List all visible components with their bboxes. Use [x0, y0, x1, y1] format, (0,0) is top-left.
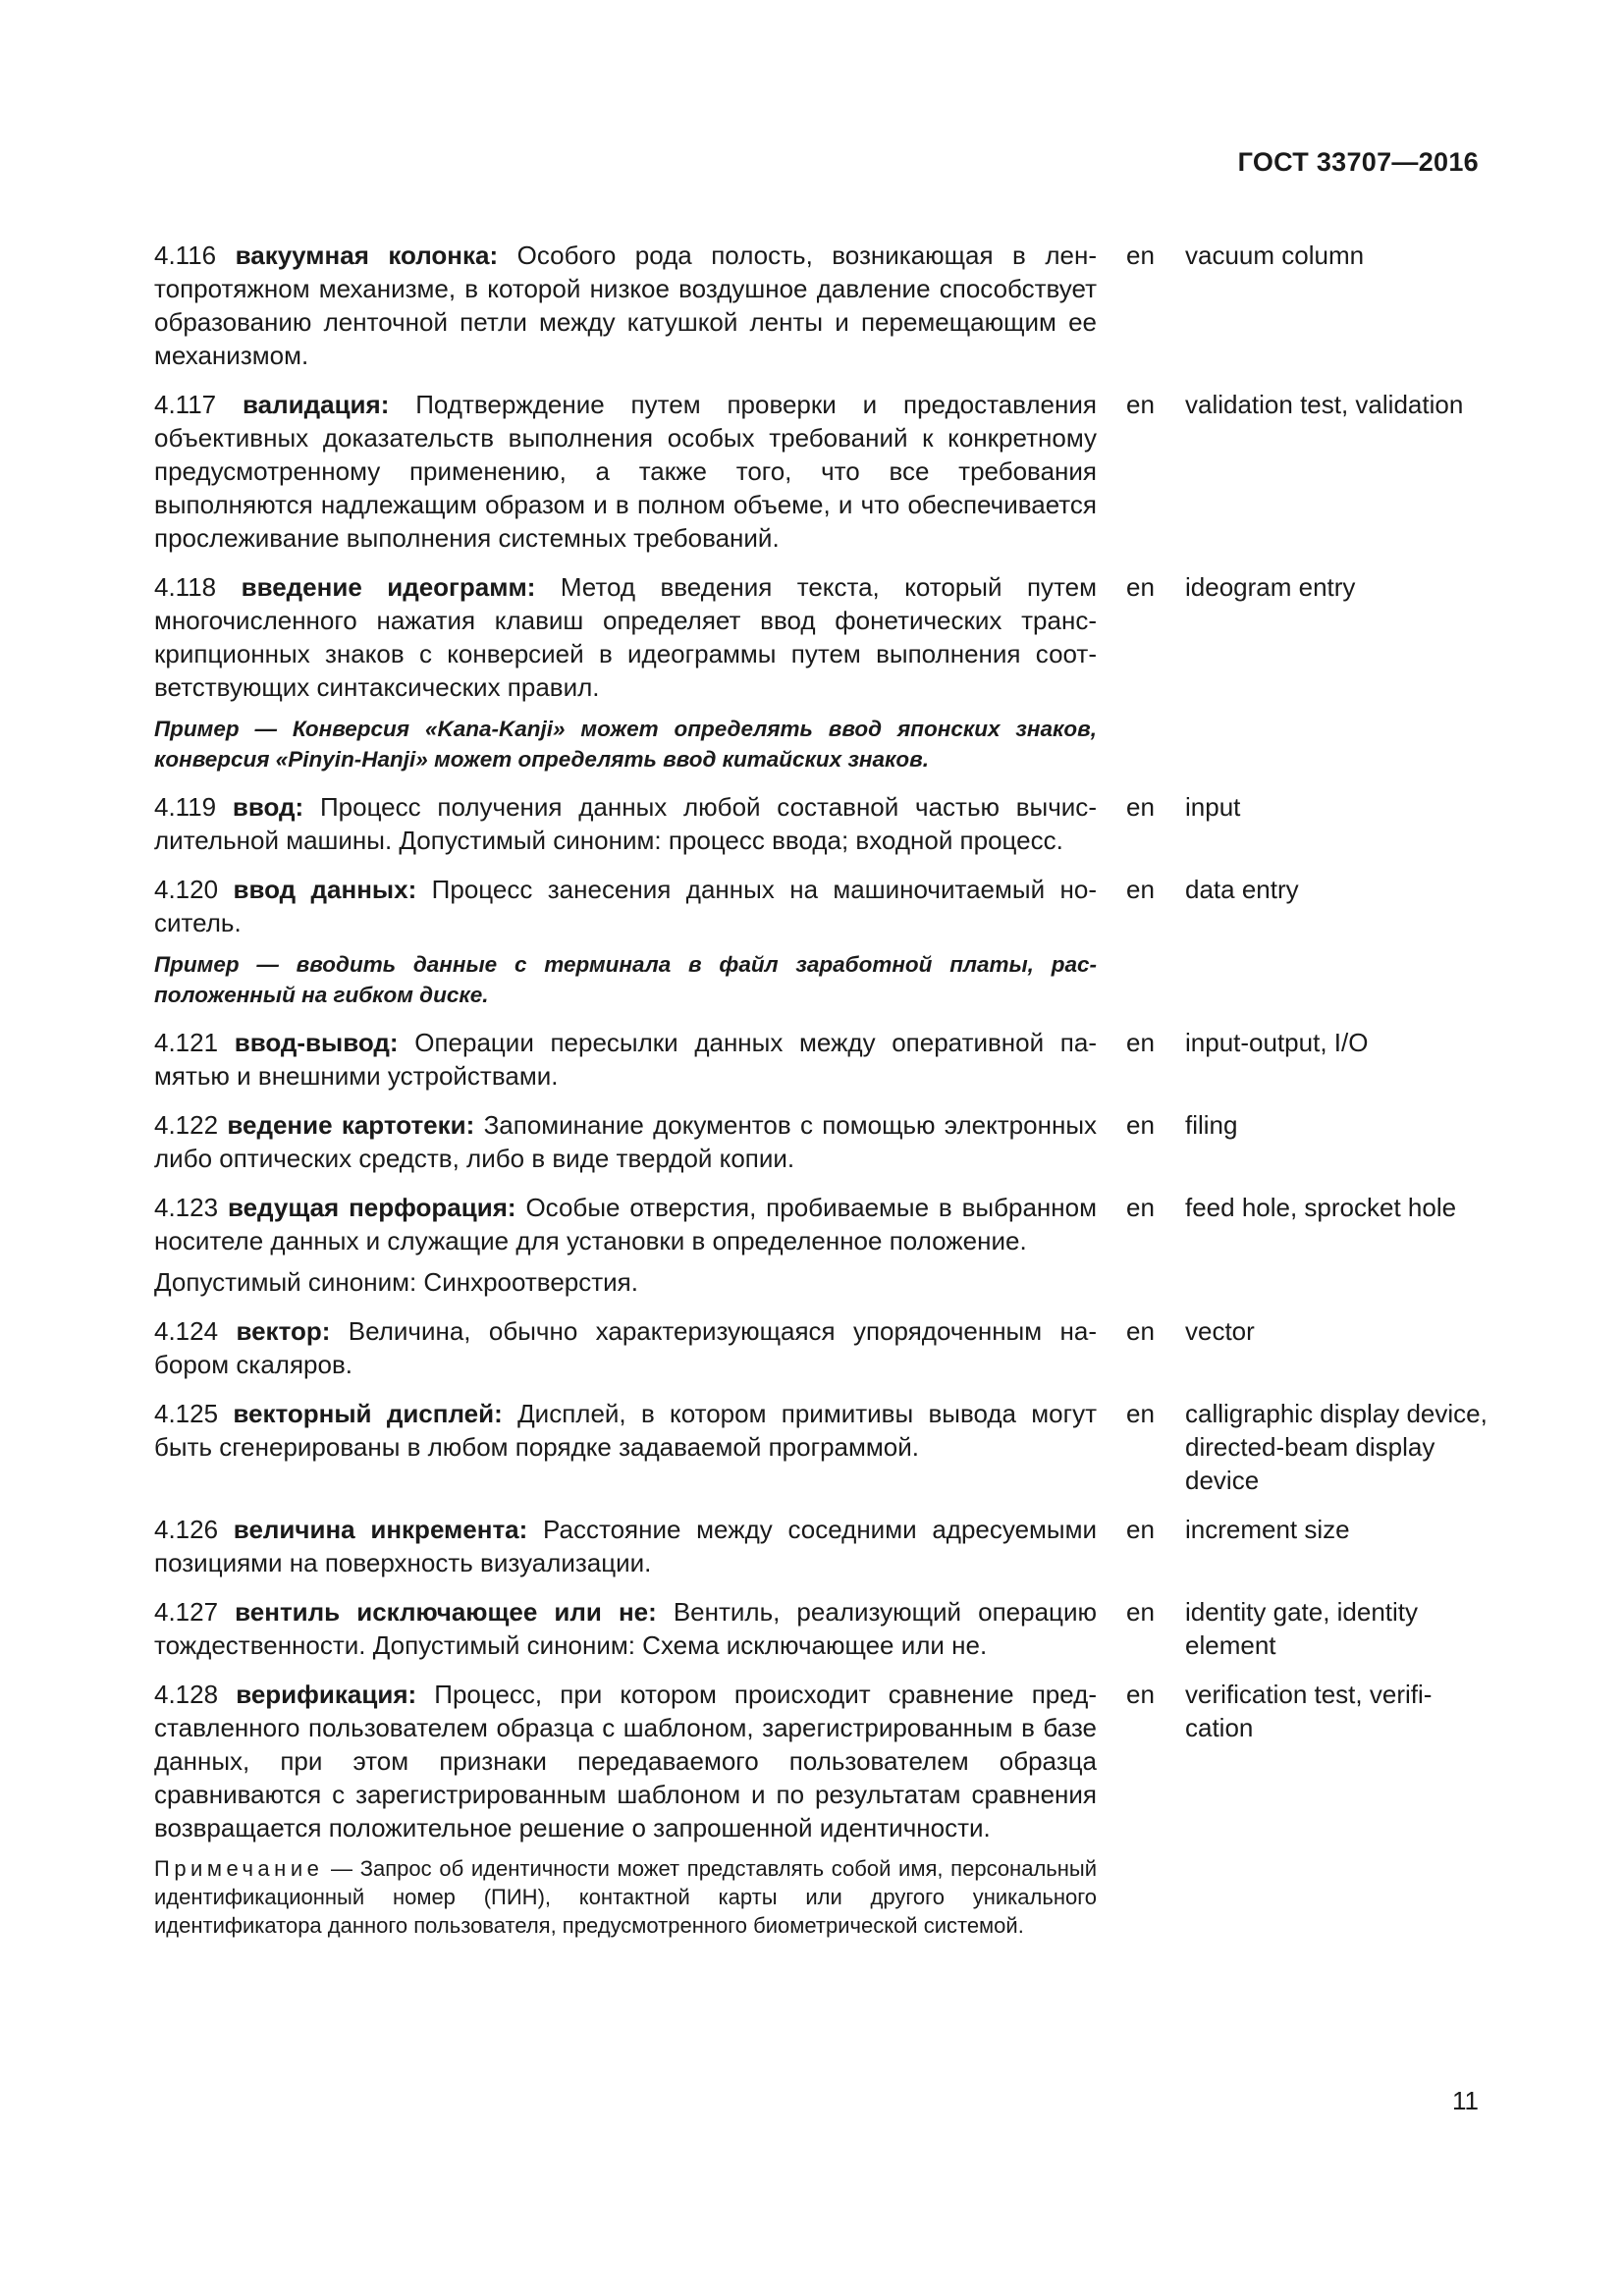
term-number: 4.121 — [154, 1028, 219, 1057]
term-definition-text — [154, 1026, 1097, 1093]
term-name: величина инкремента: — [233, 1515, 528, 1544]
note-label: Примечание — [154, 1856, 324, 1881]
english-equivalent: validation test, validation — [1185, 390, 1464, 419]
english-equivalent: ideogram entry — [1185, 572, 1356, 602]
term-number: 4.128 — [154, 1680, 219, 1709]
term-name: ввод: — [232, 792, 304, 822]
term-synonym: Допустимый синоним: Синхроотверстия. — [154, 1267, 638, 1297]
note-text: — Запрос об идентичности может представлять собой имя, персональный идентификационный номер (ПИН), контактной карты или другого уникального идентификатора данного пользователя, предусмотренного биометрической системой. — [154, 1856, 1097, 1938]
english-equivalent: vacuum column — [1185, 240, 1365, 270]
term-example: Пример — Конверсия «Kana-Kanji» может определять ввод японских знаков, конверсия «Pinyin-Hanji» может определять ввод китайских знаков. — [154, 717, 1097, 772]
term-number: 4.120 — [154, 875, 219, 904]
term-definition: Процесс получения данных любой составной частью вычислительной машины. Допустимый синоним: процесс ввода; входной процесс. — [154, 792, 1097, 855]
term-name: ввод данных: — [233, 875, 417, 904]
term-definition-text — [154, 790, 1097, 857]
language-code: en — [1126, 792, 1155, 822]
term-entry-4-128 — [154, 1678, 1489, 1940]
term-name: вакуумная колонка: — [235, 240, 499, 270]
term-entry-4-122 — [154, 1108, 1489, 1175]
english-equivalent: vector — [1185, 1316, 1255, 1346]
term-definition: Операции пересылки данных между оперативной памятью и внешними устройствами. — [154, 1028, 1097, 1091]
term-definition: Дисплей, в котором примитивы вывода могут быть сгенерированы в любом порядке задаваемой программой. — [154, 1399, 1097, 1462]
term-definition-text — [154, 1678, 1097, 1844]
term-definition: Особые отверстия, пробиваемые в выбранном носителе данных и служащие для установки в определенное положение. — [154, 1193, 1097, 1255]
language-code: en — [1126, 1680, 1155, 1709]
term-name: ведение картотеки: — [227, 1110, 475, 1140]
english-equivalent: identity gate, identity element — [1185, 1597, 1419, 1660]
term-definition-text — [154, 1314, 1097, 1381]
language-code: en — [1126, 390, 1155, 419]
term-entry-4-116 — [154, 239, 1489, 372]
standard-designation: ГОСТ 33707—2016 — [1237, 147, 1479, 177]
term-definition-text — [154, 1513, 1097, 1579]
term-entry-4-126 — [154, 1513, 1489, 1579]
term-example: Пример — вводить данные с терминала в файл заработной платы, расположенный на гибком диске. — [154, 952, 1097, 1007]
term-definition: Подтверждение путем проверки и предоставления объективных доказательств выполнения особых требований к конкретному предусмотренному применению, а также того, что все требования выполняются надлежащим образом и в полном объеме, и что обеспечивается прослеживание выполнения системных требований. — [154, 390, 1097, 553]
language-code: en — [1126, 1515, 1155, 1544]
term-entry-4-124 — [154, 1314, 1489, 1381]
english-equivalent: verification test, verification — [1185, 1680, 1433, 1742]
term-entry-4-119 — [154, 790, 1489, 857]
term-name: вентиль исключающее или не: — [235, 1597, 657, 1627]
term-entry-4-118 — [154, 570, 1489, 774]
term-name: векторный дисплей: — [233, 1399, 503, 1428]
english-equivalent: calligraphic display device, directed-beam display device — [1185, 1399, 1488, 1495]
term-definition-text — [154, 1108, 1097, 1175]
language-code: en — [1126, 572, 1155, 602]
term-note — [154, 1854, 1097, 1940]
term-name: верификация: — [236, 1680, 417, 1709]
term-number: 4.116 — [154, 240, 217, 270]
term-definition-text — [154, 1397, 1097, 1464]
english-equivalent: increment size — [1185, 1515, 1350, 1544]
term-number: 4.123 — [154, 1193, 219, 1222]
term-definition: Метод введения текста, который путем многочисленного нажатия клавиш определяет ввод фонетических транскрипционных знаков с конверсией в идеограммы путем выполнения соответствующих синтаксических правил. — [154, 572, 1097, 702]
term-definition-text — [154, 873, 1097, 939]
term-number: 4.122 — [154, 1110, 219, 1140]
english-equivalent: input-output, I/O — [1185, 1028, 1369, 1057]
term-definition-text — [154, 1191, 1097, 1257]
term-definition-text — [154, 1595, 1097, 1662]
term-number: 4.126 — [154, 1515, 219, 1544]
english-equivalent: input — [1185, 792, 1241, 822]
language-code: en — [1126, 875, 1155, 904]
term-entry-4-120 — [154, 873, 1489, 1010]
terms-list — [154, 239, 1489, 1955]
term-entry-4-123 — [154, 1191, 1489, 1299]
term-entry-4-117 — [154, 388, 1489, 555]
term-number: 4.117 — [154, 390, 217, 419]
language-code: en — [1126, 1399, 1155, 1428]
term-definition-text — [154, 570, 1097, 704]
term-number: 4.127 — [154, 1597, 219, 1627]
term-name: ведущая перфорация: — [227, 1193, 516, 1222]
term-number: 4.119 — [154, 792, 217, 822]
term-entry-4-121 — [154, 1026, 1489, 1093]
term-name: введение идеограмм: — [241, 572, 536, 602]
term-definition: Вентиль, реализующий операцию тождественности. Допустимый синоним: Схема исключающее или не. — [154, 1597, 1097, 1660]
term-definition-text — [154, 388, 1097, 555]
language-code: en — [1126, 240, 1155, 270]
term-definition: Процесс, при котором происходит сравнение представленного пользователем образца с шаблоном, зарегистрированным в базе данных, при этом признаки передаваемого пользователем образца сравниваются с зарегистрированным шаблоном и по результатам сравнения возвращается положительное решение о запрошенной идентичности. — [154, 1680, 1098, 1842]
term-definition: Расстояние между соседними адресуемыми позициями на поверхность визуализации. — [154, 1515, 1097, 1577]
term-name: ввод-вывод: — [234, 1028, 399, 1057]
english-equivalent: data entry — [1185, 875, 1299, 904]
term-name: валидация: — [243, 390, 390, 419]
english-equivalent: feed hole, sprocket hole — [1185, 1193, 1457, 1222]
english-equivalent: filing — [1185, 1110, 1238, 1140]
term-definition: Запоминание документов с помощью электронных либо оптических средств, либо в виде твердой копии. — [154, 1110, 1098, 1173]
language-code: en — [1126, 1597, 1155, 1627]
page-number: 11 — [1452, 2086, 1479, 2115]
term-number: 4.125 — [154, 1399, 219, 1428]
term-name: вектор: — [236, 1316, 331, 1346]
term-definition: Особого рода полость, возникающая в лентопротяжном механизме, в которой низкое воздушное давление способствует образованию ленточной петли между катушкой ленты и перемещающим ее механизмом. — [154, 240, 1097, 370]
term-definition-text — [154, 239, 1097, 372]
term-definition: Процесс занесения данных на машиночитаемый носитель. — [154, 875, 1097, 937]
language-code: en — [1126, 1028, 1155, 1057]
term-entry-4-125 — [154, 1397, 1489, 1497]
term-number: 4.118 — [154, 572, 217, 602]
language-code: en — [1126, 1193, 1155, 1222]
language-code: en — [1126, 1316, 1155, 1346]
term-number: 4.124 — [154, 1316, 219, 1346]
term-definition: Величина, обычно характеризующаяся упорядоченным набором скаляров. — [154, 1316, 1097, 1379]
language-code: en — [1126, 1110, 1155, 1140]
term-entry-4-127 — [154, 1595, 1489, 1662]
